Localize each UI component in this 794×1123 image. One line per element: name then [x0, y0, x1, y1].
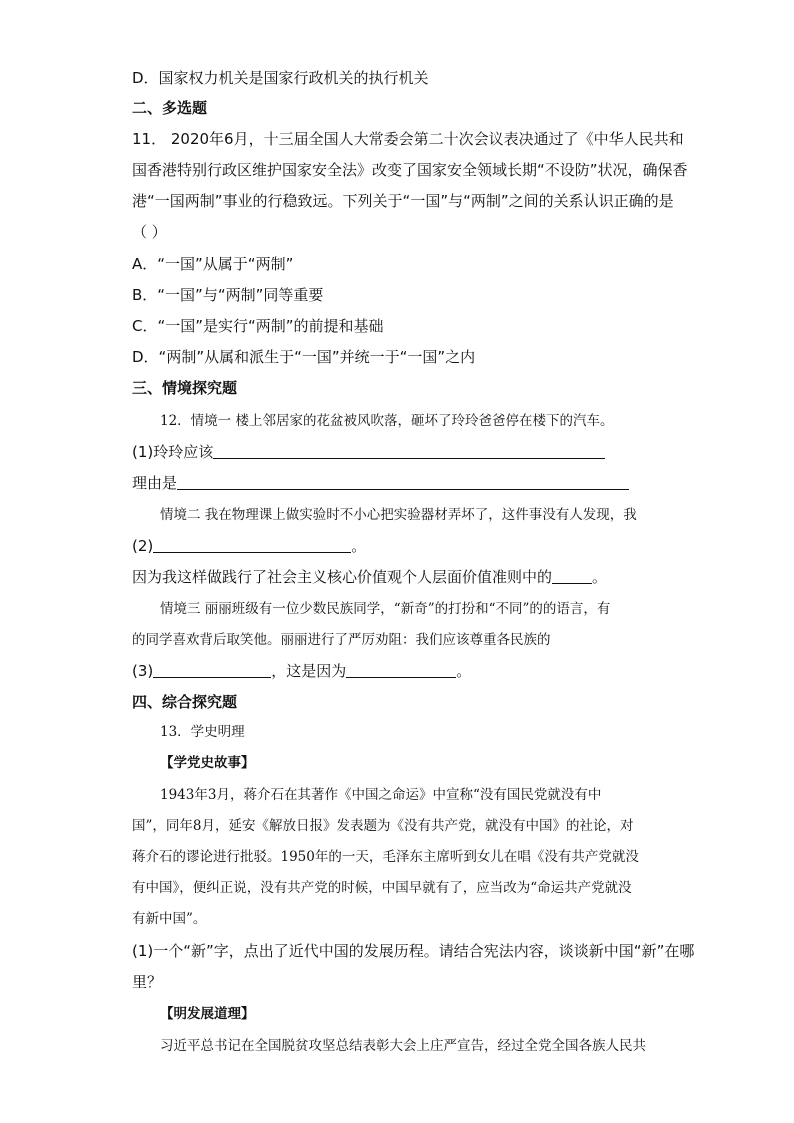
- reason-row: [132, 473, 629, 493]
- subheading-development: 【明发展道理】: [160, 1006, 255, 1022]
- question-13-1-line-2: 里？: [132, 973, 163, 991]
- story-line-2: 国”，同年8月，延安《解放日报》发表题为《没有共产党，就没有中国》的社论，对: [132, 818, 634, 834]
- option-c-q11: C．“一国”是实行“两制”的前提和基础: [132, 317, 384, 335]
- story-line-3: 蒋介石的谬论进行批驳。1950年的一天，毛泽东主席听到女儿在唱《没有共产党就没: [132, 849, 639, 865]
- situation-2: 情境二 我在物理课上做实验时不小心把实验器材弄坏了，这件事没有人发现，我: [160, 507, 637, 523]
- answer-blank[interactable]: [177, 475, 629, 490]
- subheading-party-history: 【学党史故事】: [160, 755, 255, 771]
- question-12-1-label: (1)玲玲应该: [132, 443, 214, 461]
- period: 。: [351, 537, 367, 555]
- story-line-4: 有中国》，便纠正说，没有共产党的时候，中国早就有了，应当改为“命运共产党就没: [132, 880, 632, 896]
- situation-1: 12．情境一 楼上邻居家的花盆被风吹落，砸坏了玲玲爸爸停在楼下的汽车。: [160, 413, 614, 429]
- value-text: 因为我这样做践行了社会主义核心价值观个人层面价值准则中的: [132, 568, 553, 586]
- section-heading-situation: 三、情境探究题: [132, 379, 238, 397]
- question-11-line-2: 国香港特别行政区维护国家安全法》改变了国家安全领域长期“不设防”状况，确保香: [132, 161, 688, 179]
- question-12-2-label: (2): [132, 537, 154, 555]
- option-d-q10: D．国家权力机关是国家行政机关的执行机关: [132, 69, 429, 87]
- because-text: ，这是因为: [271, 662, 347, 680]
- question-11-line-1: 11． 2020年6月，十三届全国人大常委会第二十次会议表决通过了《中华人民共和: [132, 130, 684, 148]
- section-heading-multiple-choice: 二、多选题: [132, 99, 208, 117]
- question-13-title: 13．学史明理: [160, 724, 245, 740]
- answer-blank[interactable]: [552, 569, 592, 584]
- answer-blank[interactable]: [213, 444, 605, 459]
- question-12-1-row: [132, 442, 605, 462]
- value-row: [132, 567, 607, 587]
- answer-parentheses: （ ）: [132, 223, 167, 241]
- question-12-3-label: (3): [132, 662, 154, 680]
- answer-blank[interactable]: [153, 538, 351, 553]
- question-13-1-line-1: (1)一个“新”字，点出了近代中国的发展历程。请结合宪法内容，谈谈新中国“新”在哪: [132, 942, 695, 960]
- period: 。: [592, 568, 608, 586]
- development-line-1: 习近平总书记在全国脱贫攻坚总结表彰大会上庄严宣告，经过全党全国各族人民共: [160, 1038, 646, 1054]
- option-d-q11: D．“两制”从属和派生于“一国”并统一于“一国”之内: [132, 348, 476, 366]
- section-heading-comprehensive: 四、综合探究题: [132, 693, 238, 711]
- period: 。: [456, 662, 472, 680]
- story-line-5: 有新中国”。: [132, 911, 207, 927]
- option-a-q11: A．“一国”从属于“两制”: [132, 255, 294, 273]
- story-line-1: 1943年3月，蒋介石在其著作《中国之命运》中宣称“没有国民党就没有中: [160, 787, 602, 803]
- option-b-q11: B．“一国”与“两制”同等重要: [132, 286, 324, 304]
- question-12-3-row: [132, 661, 471, 681]
- answer-blank[interactable]: [153, 663, 271, 678]
- question-12-2-row: [132, 536, 366, 556]
- answer-blank[interactable]: [346, 663, 456, 678]
- question-11-line-3: 港“一国两制”事业的行稳致远。下列关于“一国”与“两制”之间的关系认识正确的是: [132, 192, 674, 210]
- situation-3-line-1: 情境三 丽丽班级有一位少数民族同学，“新奇”的打扮和“不同”的的语言，有: [160, 601, 611, 617]
- reason-label: 理由是: [132, 474, 178, 492]
- situation-3-line-2: 的同学喜欢背后取笑他。丽丽进行了严厉劝阻：我们应该尊重各民族的: [132, 632, 551, 648]
